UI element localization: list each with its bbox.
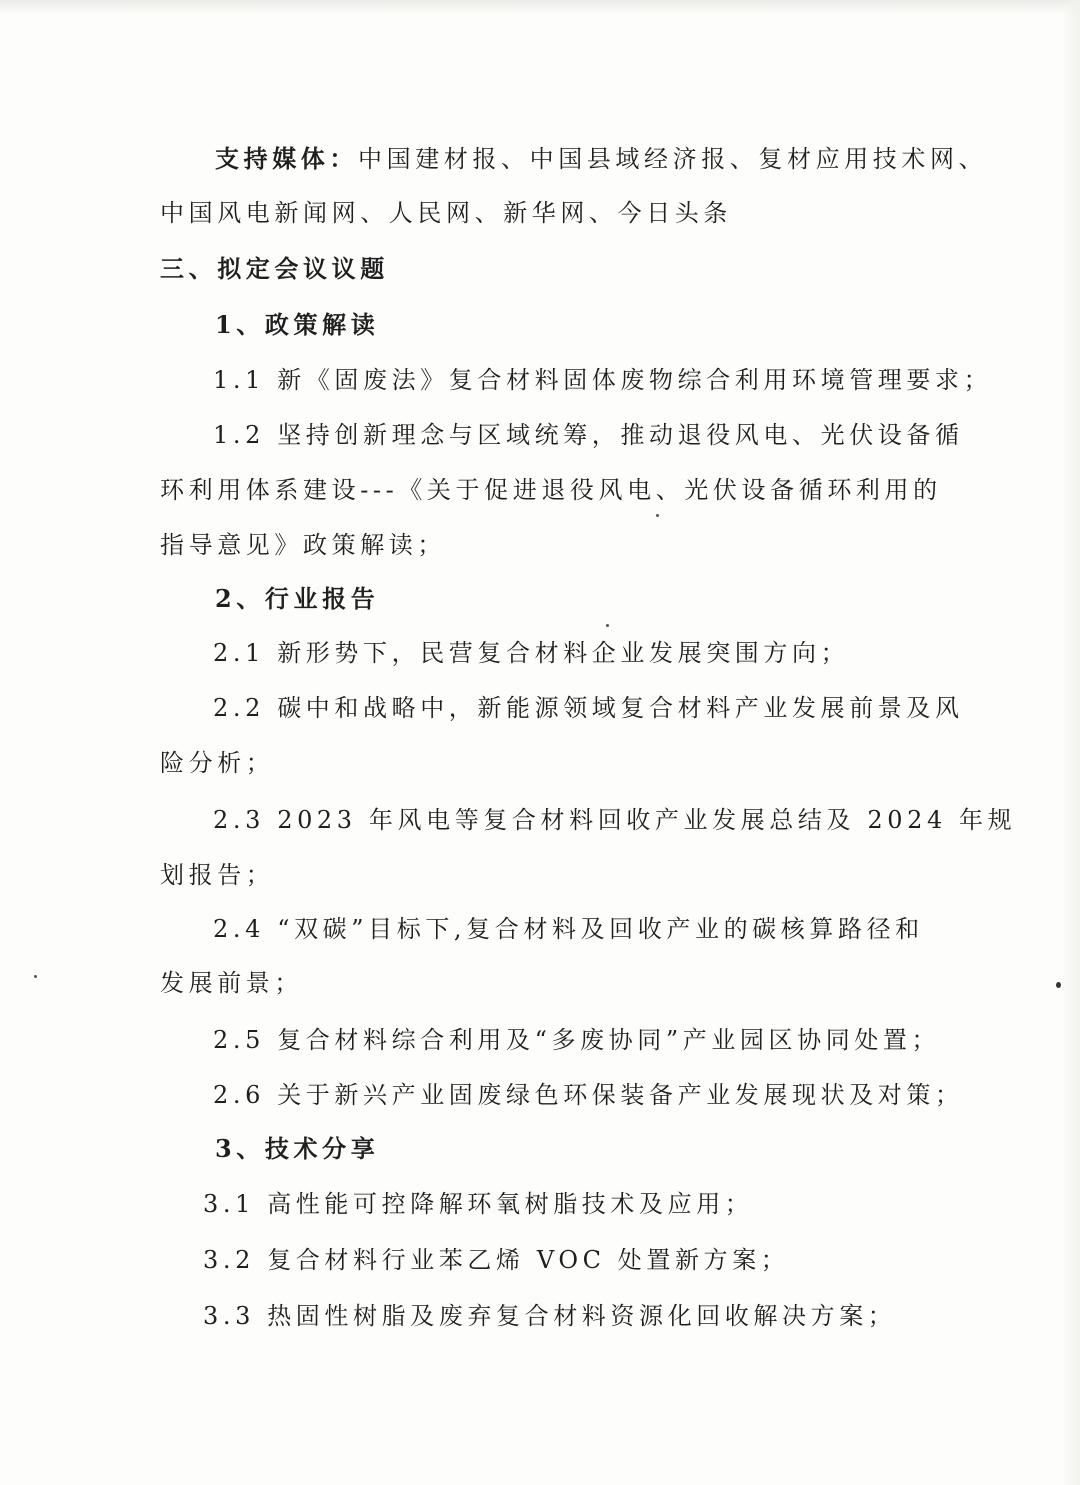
agenda-item-3-3: 3.3 热固性树脂及废弃复合材料资源化回收解决方案； [203,1302,897,1330]
subsection-heading-tech: 3、技术分享 [215,1134,380,1163]
agenda-item-3-2: 3.2 复合材料行业苯乙烯 VOC 处置新方案； [203,1246,790,1274]
agenda-item-1-2-line-3: 指导意见》政策解读； [160,531,446,559]
scan-edge-top [0,0,1080,14]
agenda-item-2-5: 2.5 复合材料综合利用及“多废协同”产业园区协同处置； [213,1026,941,1054]
agenda-item-2-3-line-2: 划报告； [160,861,275,889]
agenda-item-2-2-line-2: 险分析； [160,749,275,777]
agenda-item-2-4-line-2: 发展前景； [160,969,303,997]
subsection-heading-policy: 1、政策解读 [215,310,380,339]
scan-speck [656,514,659,517]
agenda-item-1-1: 1.1 新《固废法》复合材料固体废物综合利用环境管理要求； [213,366,993,394]
section-heading: 三、拟定会议议题 [160,254,389,283]
media-list-1: 中国建材报、中国县域经济报、复材应用技术网、 [358,145,988,173]
agenda-item-2-2-line-1: 2.2 碳中和战略中，新能源领域复合材料产业发展前景及风 [213,694,964,722]
agenda-item-2-6: 2.6 关于新兴产业固废绿色环保装备产业发展现状及对策； [213,1081,964,1109]
agenda-item-2-1: 2.1 新形势下，民营复合材料企业发展突围方向； [213,639,850,667]
agenda-item-2-4-line-1: 2.4 “双碳”目标下,复合材料及回收产业的碳核算路径和 [213,915,924,943]
agenda-item-1-2-line-1: 1.2 坚持创新理念与区域统筹，推动退役风电、光伏设备循 [213,421,964,449]
media-paragraph-line-1 [215,144,987,174]
scan-speck [1056,982,1061,988]
scan-speck [606,624,609,627]
media-paragraph-line-2: 中国风电新闻网、人民网、新华网、今日头条 [160,199,732,227]
scan-speck [34,975,37,978]
agenda-item-1-2-line-2: 环利用体系建设---《关于促进退役风电、光伏设备循环利用的 [160,476,942,504]
agenda-item-2-3-line-1: 2.3 2023 年风电等复合材料回收产业发展总结及 2024 年规 [213,806,1017,834]
scan-edge-right [1062,0,1080,1485]
media-label: 支持媒体： [215,144,358,173]
subsection-heading-reports: 2、行业报告 [215,584,380,613]
agenda-item-3-1: 3.1 高性能可控降解环氧树脂技术及应用； [203,1190,754,1218]
